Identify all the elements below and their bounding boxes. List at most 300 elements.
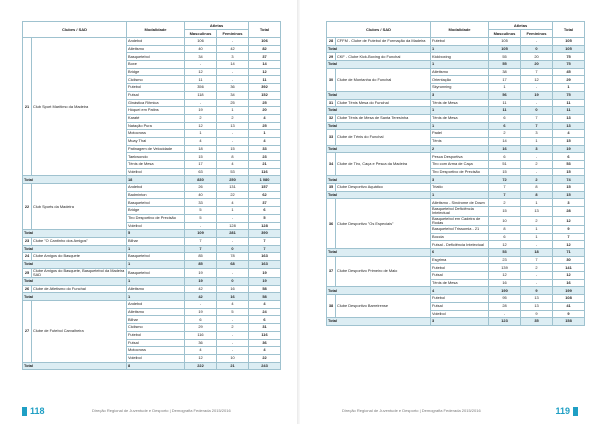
club-name: Club Sports da Madeira	[32, 184, 127, 230]
female-total: 7	[521, 122, 553, 130]
modality-cell: Skyrunning	[431, 84, 489, 92]
modality-cell: Futsal	[431, 302, 489, 310]
female-total: 3	[521, 145, 553, 153]
modality-cell: Bilhar	[127, 237, 185, 245]
grand-total: 1 080	[249, 176, 281, 184]
total-cell: 14	[249, 61, 281, 69]
page-marker	[573, 407, 578, 416]
male-cell: 19	[185, 268, 217, 277]
female-total: 9	[521, 287, 553, 295]
male-cell: 40	[185, 45, 217, 53]
total-label: Total	[23, 278, 127, 286]
male-cell: 4	[185, 347, 217, 355]
female-cell: 2	[217, 114, 249, 122]
male-cell: -	[489, 310, 521, 318]
male-cell: 14	[489, 137, 521, 145]
footer-left: Direção Regional de Juventude e Desporto | Demografia Federada 2015/2016	[92, 408, 231, 413]
modality-cell: Futebol	[431, 264, 489, 272]
female-cell: -	[521, 279, 553, 287]
female-cell: -	[217, 130, 249, 138]
male-cell: 6	[489, 233, 521, 241]
total-label: Total	[327, 91, 431, 99]
modality-cell: Atletismo	[127, 285, 185, 293]
female-cell: -	[217, 76, 249, 84]
female-cell: -	[521, 272, 553, 280]
male-total: 19	[185, 278, 217, 286]
male-total: 190	[489, 287, 521, 295]
header-female: Femininos	[217, 30, 249, 38]
total-label: Total	[23, 362, 127, 370]
header-male: Masculinos	[185, 30, 217, 38]
female-cell: -	[217, 268, 249, 277]
modality-count: 6	[431, 249, 489, 257]
table-row	[23, 301, 281, 309]
total-cell: 128	[249, 222, 281, 230]
female-cell: -	[217, 38, 249, 46]
table-row	[327, 114, 585, 122]
modality-cell: Futebol	[431, 38, 489, 46]
male-cell: 2	[489, 199, 521, 207]
total-cell: 4	[249, 114, 281, 122]
club-number: 27	[23, 301, 32, 363]
modality-count: 3	[431, 91, 489, 99]
grand-total: 105	[553, 45, 585, 53]
male-cell: -	[185, 301, 217, 309]
modality-count: 5	[127, 230, 185, 238]
table-row	[327, 99, 585, 107]
female-cell: 3	[217, 53, 249, 61]
modality-count: 1	[127, 293, 185, 301]
male-cell: 33	[185, 199, 217, 207]
male-total: 85	[185, 260, 217, 268]
total-cell: 33	[249, 145, 281, 153]
female-cell: 1	[521, 137, 553, 145]
female-cell: 13	[217, 122, 249, 130]
modality-count: 1	[127, 245, 185, 253]
modality-count: 1	[431, 191, 489, 199]
male-cell: 12	[185, 354, 217, 362]
male-total: 11	[489, 107, 521, 115]
total-cell: 25	[249, 99, 281, 107]
total-cell: 19	[249, 268, 281, 277]
total-cell: 28	[553, 207, 585, 216]
male-cell: -	[185, 99, 217, 107]
grand-total: 7	[249, 245, 281, 253]
total-row	[23, 176, 281, 184]
total-label: Total	[23, 293, 127, 301]
total-cell: 12	[553, 216, 585, 225]
male-total: 56	[489, 91, 521, 99]
male-cell: 116	[185, 331, 217, 339]
total-cell: 11	[553, 99, 585, 107]
modality-cell: Futebol	[127, 84, 185, 92]
female-total: 2	[521, 176, 553, 184]
modality-cell: Atletismo	[127, 308, 185, 316]
total-cell: 157	[249, 184, 281, 192]
female-cell: -	[521, 241, 553, 249]
total-cell: 4	[249, 347, 281, 355]
total-cell: 141	[553, 264, 585, 272]
club-name: CFFM - Clube de Futebol de Formação da Madeira	[336, 38, 431, 46]
male-cell: 1	[185, 130, 217, 138]
total-cell: 23	[249, 153, 281, 161]
female-cell: -	[521, 168, 553, 176]
female-cell: -	[217, 237, 249, 245]
modality-cell: Ténis de Mesa	[431, 279, 489, 287]
modality-cell: Pesca Desportiva	[431, 153, 489, 161]
club-number: 21	[23, 38, 32, 176]
total-row	[327, 176, 585, 184]
male-cell: 1	[489, 84, 521, 92]
total-cell: 12	[553, 272, 585, 280]
total-row	[23, 293, 281, 301]
total-cell: 7	[249, 237, 281, 245]
male-cell: 95	[489, 295, 521, 303]
modality-cell: Ginástica Rítmica	[127, 99, 185, 107]
male-cell: -	[185, 61, 217, 69]
total-row	[327, 318, 585, 326]
female-total: 35	[521, 318, 553, 326]
page-number-right: 119	[555, 406, 570, 416]
total-cell: 30	[553, 256, 585, 264]
modality-cell: Esgrima	[431, 256, 489, 264]
female-cell: 131	[217, 184, 249, 192]
total-row	[23, 245, 281, 253]
modality-cell: Karaté	[127, 114, 185, 122]
male-cell: 139	[489, 264, 521, 272]
table-row	[23, 237, 281, 245]
total-label: Total	[23, 245, 127, 253]
female-cell: 128	[217, 222, 249, 230]
male-cell: 105	[489, 38, 521, 46]
total-row	[327, 287, 585, 295]
male-cell: 7	[489, 184, 521, 192]
total-row	[23, 260, 281, 268]
female-total: 0	[217, 245, 249, 253]
table-row	[327, 153, 585, 161]
total-cell: 41	[553, 302, 585, 310]
male-cell: 28	[489, 302, 521, 310]
total-row	[23, 362, 281, 370]
table-row	[23, 285, 281, 293]
total-cell: 11	[249, 76, 281, 84]
modality-cell: Ténis de Mesa	[431, 114, 489, 122]
club-name: Clube Desportivo "Os Especiais"	[336, 199, 431, 249]
modality-cell: Ciclismo	[127, 324, 185, 332]
modality-cell: Ténis de Mesa	[431, 99, 489, 107]
total-cell: 15	[553, 184, 585, 192]
modality-cell: Triatlo	[431, 184, 489, 192]
total-cell: 15	[553, 137, 585, 145]
female-total: 0	[217, 278, 249, 286]
total-cell: 62	[249, 191, 281, 199]
male-cell: 18	[185, 145, 217, 153]
modality-count: 1	[431, 107, 489, 115]
male-total: 109	[185, 230, 217, 238]
total-cell: 22	[249, 354, 281, 362]
modality-cell: Muay Thai	[127, 137, 185, 145]
male-cell: 12	[489, 272, 521, 280]
modality-count: 3	[431, 176, 489, 184]
female-cell: 7	[521, 68, 553, 76]
total-cell: 53	[553, 161, 585, 169]
total-cell: 6	[249, 207, 281, 215]
total-label: Total	[327, 249, 431, 257]
total-cell: 1	[553, 84, 585, 92]
female-cell: -	[217, 339, 249, 347]
table-row	[327, 53, 585, 61]
modality-cell: Hóquei em Patins	[127, 107, 185, 115]
total-cell: 6	[249, 316, 281, 324]
total-row	[327, 122, 585, 130]
modality-cell: Basquetebol	[127, 253, 185, 261]
female-cell: 13	[521, 207, 553, 216]
male-cell: 4	[185, 137, 217, 145]
female-total: 0	[521, 107, 553, 115]
male-cell: 16	[489, 279, 521, 287]
male-cell: 34	[185, 53, 217, 61]
table-body-left	[23, 38, 281, 370]
table-row	[327, 38, 585, 46]
modality-cell: Voleibol	[127, 354, 185, 362]
club-name: Clube de Ténis do Funchal	[336, 130, 431, 145]
male-cell: 63	[185, 168, 217, 176]
total-label: Total	[327, 45, 431, 53]
club-name: Clube Amigos do Basquete, Basquetebol da Madeira SAD	[32, 268, 127, 277]
total-row	[327, 107, 585, 115]
club-name: Clube de Atletismo do Funchal	[32, 285, 127, 293]
male-total: 6	[489, 122, 521, 130]
table-row	[327, 130, 585, 138]
total-label: Total	[327, 122, 431, 130]
male-cell: 12	[489, 241, 521, 249]
total-label: Total	[23, 176, 127, 184]
total-cell: 37	[249, 53, 281, 61]
male-cell: 2	[489, 130, 521, 138]
female-cell: -	[521, 153, 553, 161]
club-name: Clube Ténis de Mesa de Santa Teresinha	[336, 114, 431, 122]
male-cell: 15	[489, 168, 521, 176]
male-total: 222	[185, 362, 217, 370]
male-cell: 12	[185, 122, 217, 130]
male-cell: 10	[489, 216, 521, 225]
female-cell: 5	[217, 308, 249, 316]
table-row	[23, 268, 281, 277]
female-total: 250	[217, 176, 249, 184]
club-number: 31	[327, 99, 336, 107]
modality-cell: Basquetebol	[127, 53, 185, 61]
grand-total: 199	[553, 287, 585, 295]
table-row	[23, 184, 281, 192]
header-clubs: Clubes / SAD	[327, 22, 431, 38]
modality-cell: Atletismo	[127, 45, 185, 53]
table-row	[23, 38, 281, 46]
total-cell: 24	[249, 308, 281, 316]
total-cell: 82	[249, 45, 281, 53]
female-cell: 9	[521, 310, 553, 318]
modality-cell: Bridge	[127, 68, 185, 76]
header-total: Total	[249, 22, 281, 38]
total-cell: 116	[249, 331, 281, 339]
female-cell: 10	[217, 354, 249, 362]
total-label: Total	[23, 230, 127, 238]
club-number: 23	[23, 237, 32, 245]
modality-count: 4	[431, 287, 489, 295]
total-cell: 29	[553, 76, 585, 84]
male-cell: 19	[185, 107, 217, 115]
modality-count: 3	[431, 318, 489, 326]
total-cell: 13	[553, 114, 585, 122]
right-page	[300, 0, 600, 424]
male-cell: 51	[489, 161, 521, 169]
male-cell: 15	[185, 153, 217, 161]
male-total: 55	[489, 61, 521, 69]
total-cell: 12	[553, 241, 585, 249]
modality-cell: Orientação	[431, 76, 489, 84]
grand-total: 163	[249, 260, 281, 268]
total-cell: 392	[249, 84, 281, 92]
male-cell: 17	[489, 76, 521, 84]
total-cell: 105	[553, 38, 585, 46]
male-cell: 5	[185, 214, 217, 222]
female-total: 21	[217, 362, 249, 370]
total-cell: 106	[249, 38, 281, 46]
total-cell: 5	[249, 214, 281, 222]
modality-count: 1	[431, 61, 489, 69]
female-cell: -	[217, 347, 249, 355]
modality-cell: Padel	[431, 130, 489, 138]
male-cell: 2	[185, 114, 217, 122]
total-cell: 20	[249, 107, 281, 115]
female-cell: -	[217, 214, 249, 222]
modality-cell: Basquetebol Deficiência Intelectual	[431, 207, 489, 216]
grand-total: 75	[553, 91, 585, 99]
male-cell: 17	[185, 161, 217, 169]
modality-cell: Badminton	[127, 191, 185, 199]
female-cell: 13	[521, 295, 553, 303]
male-cell: 356	[185, 84, 217, 92]
grand-total: 13	[553, 122, 585, 130]
female-cell: -	[217, 331, 249, 339]
total-cell: 9	[553, 225, 585, 233]
modality-cell: Futebol	[431, 295, 489, 303]
female-cell: 2	[217, 324, 249, 332]
male-cell: 40	[185, 191, 217, 199]
table-row	[327, 256, 585, 264]
male-cell: 11	[185, 76, 217, 84]
modality-cell: Tiro com Arma de Caça	[431, 161, 489, 169]
total-cell: 7	[553, 233, 585, 241]
modality-count: 1	[431, 45, 489, 53]
female-cell: 16	[217, 285, 249, 293]
female-total: 68	[217, 260, 249, 268]
modality-cell: Tiro Desportivo de Precisão	[127, 214, 185, 222]
modality-cell: Voleibol	[431, 310, 489, 318]
grand-total: 158	[553, 318, 585, 326]
male-cell: 12	[185, 68, 217, 76]
modality-cell: Atletismo	[431, 68, 489, 76]
female-cell: 1	[521, 233, 553, 241]
modality-cell: Tiro Desportivo de Precisão	[431, 168, 489, 176]
club-name: Clube Desportivo Primeiro de Maio	[336, 256, 431, 287]
male-cell: 6	[489, 114, 521, 122]
total-cell: 36	[249, 339, 281, 347]
grand-total: 390	[249, 230, 281, 238]
club-number: 26	[23, 285, 32, 293]
club-number: 25	[23, 268, 32, 277]
female-cell: 25	[217, 99, 249, 107]
table-row	[23, 253, 281, 261]
female-cell: 14	[217, 61, 249, 69]
table-row	[327, 199, 585, 207]
female-cell: -	[521, 84, 553, 92]
female-cell: 8	[521, 184, 553, 192]
male-total: 7	[489, 191, 521, 199]
modality-cell: Taekwondo	[127, 153, 185, 161]
total-cell: 12	[249, 68, 281, 76]
total-row	[327, 61, 585, 69]
female-cell: 4	[217, 161, 249, 169]
female-cell: 4	[217, 301, 249, 309]
modality-cell: Andebol	[127, 301, 185, 309]
modality-cell: Bridge	[127, 207, 185, 215]
total-label: Total	[327, 61, 431, 69]
total-cell: 116	[249, 168, 281, 176]
female-cell: -	[217, 316, 249, 324]
total-label: Total	[327, 318, 431, 326]
total-row	[327, 249, 585, 257]
female-cell: 4	[217, 199, 249, 207]
total-cell: 31	[249, 324, 281, 332]
club-number: 32	[327, 114, 336, 122]
modality-cell: Patinagem de Velocidade	[127, 145, 185, 153]
total-row	[327, 45, 585, 53]
grand-total: 19	[249, 278, 281, 286]
total-cell: 1	[249, 130, 281, 138]
female-cell: -	[217, 137, 249, 145]
male-total: 105	[489, 45, 521, 53]
modality-cell: Voleibol	[127, 222, 185, 230]
female-cell: -	[217, 68, 249, 76]
total-row	[327, 191, 585, 199]
female-cell: 1	[217, 207, 249, 215]
modality-count: 18	[127, 176, 185, 184]
club-number: 37	[327, 256, 336, 287]
table-row	[327, 68, 585, 76]
total-label: Total	[327, 191, 431, 199]
male-cell: 6	[185, 316, 217, 324]
grand-total: 243	[249, 362, 281, 370]
male-cell: 26	[185, 184, 217, 192]
modality-cell: Motocross	[127, 347, 185, 355]
header-male: Masculinos	[489, 30, 521, 38]
female-total: 16	[217, 293, 249, 301]
female-total: 0	[521, 45, 553, 53]
club-name: Clube de Futebol Carvalheira	[32, 301, 127, 363]
total-row	[327, 145, 585, 153]
male-total: 7	[185, 245, 217, 253]
modality-cell: Bilhar	[127, 316, 185, 324]
total-cell: 6	[553, 153, 585, 161]
total-cell: 15	[553, 168, 585, 176]
header-athletes: Atletas	[185, 22, 249, 30]
total-row	[327, 91, 585, 99]
total-cell: 108	[553, 295, 585, 303]
footer-right: Direção Regional de Juventude e Desporto | Demografia Federada 2015/2016	[342, 408, 481, 413]
female-cell: 7	[521, 114, 553, 122]
modality-count: 1	[127, 278, 185, 286]
club-number: 33	[327, 130, 336, 145]
